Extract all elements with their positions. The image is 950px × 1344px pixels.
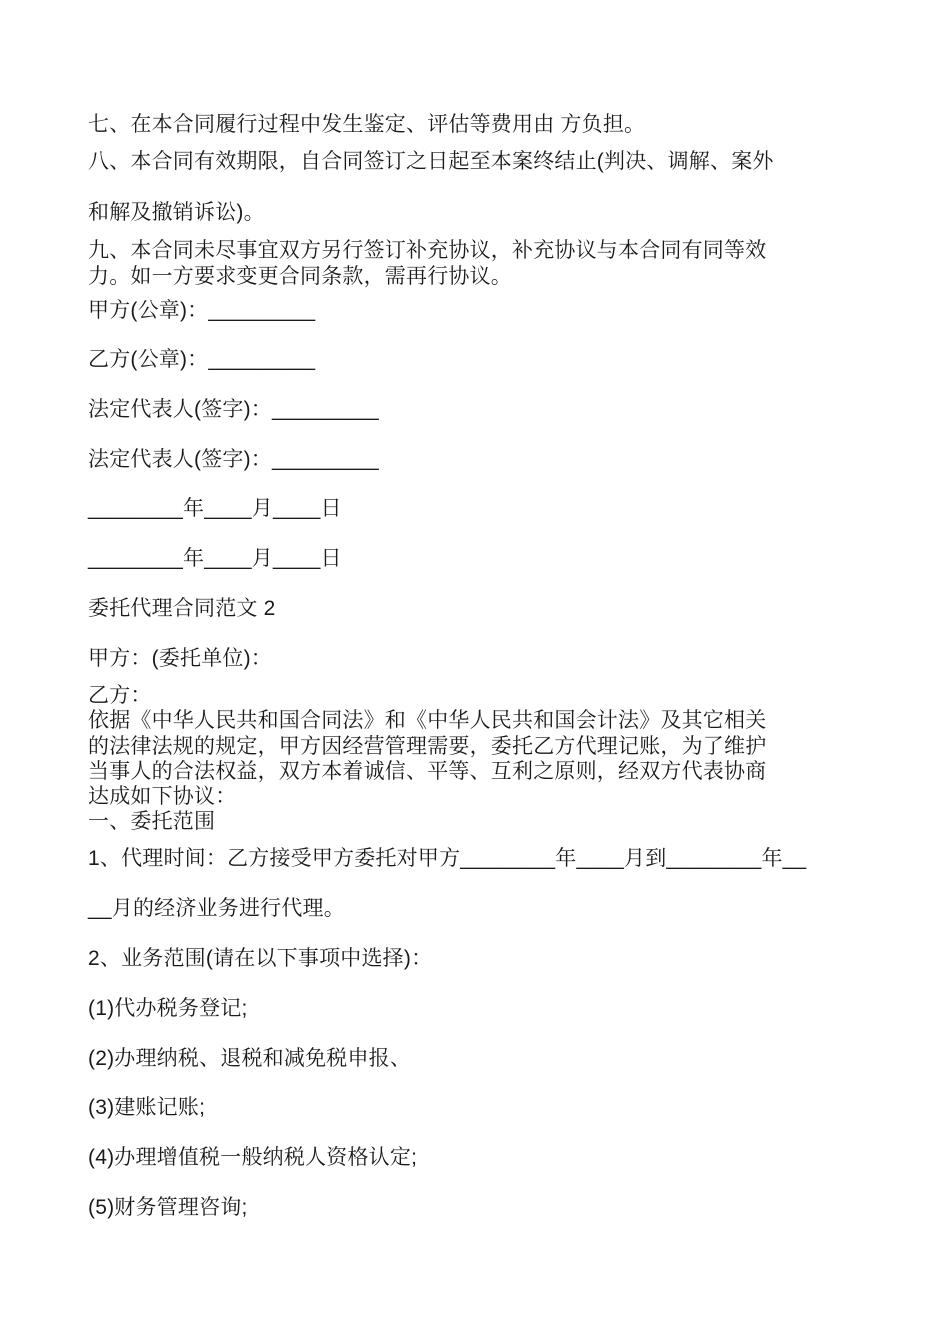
preamble-line-3: 当事人的合法权益，双方本着诚信、平等、互利之原则，经双方代表协商 <box>88 760 767 783</box>
clause-8-line-2: 和解及撤销诉讼)。 <box>88 201 265 224</box>
business-scope: 2、业务范围(请在以下事项中选择)： <box>88 947 433 970</box>
party-b-label: 乙方： <box>88 684 152 707</box>
agency-period-line-2: __月的经济业务进行代理。 <box>88 897 345 920</box>
clause-9-line-1: 九、本合同未尽事宜双方另行签订补充协议，补充协议与本合同有同等效 <box>88 239 767 262</box>
preamble-line-4: 达成如下协议： <box>88 785 237 808</box>
clause-8-line-1: 八、本合同有效期限，自合同签订之日起至本案终结止(判决、调解、案外 <box>88 150 774 173</box>
clause-7: 七、在本合同履行过程中发生鉴定、评估等费用由 方负担。 <box>88 113 646 136</box>
scope-item-4: (4)办理增值税一般纳税人资格认定; <box>88 1146 418 1169</box>
date-line-2: ________年____月____日 <box>88 547 342 570</box>
scope-heading: 一、委托范围 <box>88 810 216 833</box>
date-line-1: ________年____月____日 <box>88 497 342 520</box>
preamble-line-1: 依据《中华人民共和国合同法》和《中华人民共和国会计法》及其它相关 <box>88 709 767 732</box>
party-a-seal: 甲方(公章)：_________ <box>88 299 316 322</box>
party-b-seal: 乙方(公章)：_________ <box>88 348 316 371</box>
legal-rep-signature-2: 法定代表人(签字)：_________ <box>88 448 379 471</box>
clause-9-line-2: 力。如一方要求变更合同条款，需再行协议。 <box>88 265 512 288</box>
party-a-label: 甲方：(委托单位)： <box>88 647 272 670</box>
scope-item-5: (5)财务管理咨询; <box>88 1196 248 1219</box>
scope-item-2: (2)办理纳税、退税和减免税申报、 <box>88 1047 412 1070</box>
agency-period-line-1: 1、代理时间：乙方接受甲方委托对甲方________年____月到________年__ <box>88 847 807 870</box>
preamble-line-2: 的法律法规的规定，甲方因经营管理需要，委托乙方代理记账，为了维护 <box>88 735 767 758</box>
scope-item-1: (1)代办税务登记; <box>88 997 248 1020</box>
section-title: 委托代理合同范文 2 <box>88 597 276 620</box>
scope-item-3: (3)建账记账; <box>88 1096 206 1119</box>
legal-rep-signature-1: 法定代表人(签字)：_________ <box>88 398 379 421</box>
